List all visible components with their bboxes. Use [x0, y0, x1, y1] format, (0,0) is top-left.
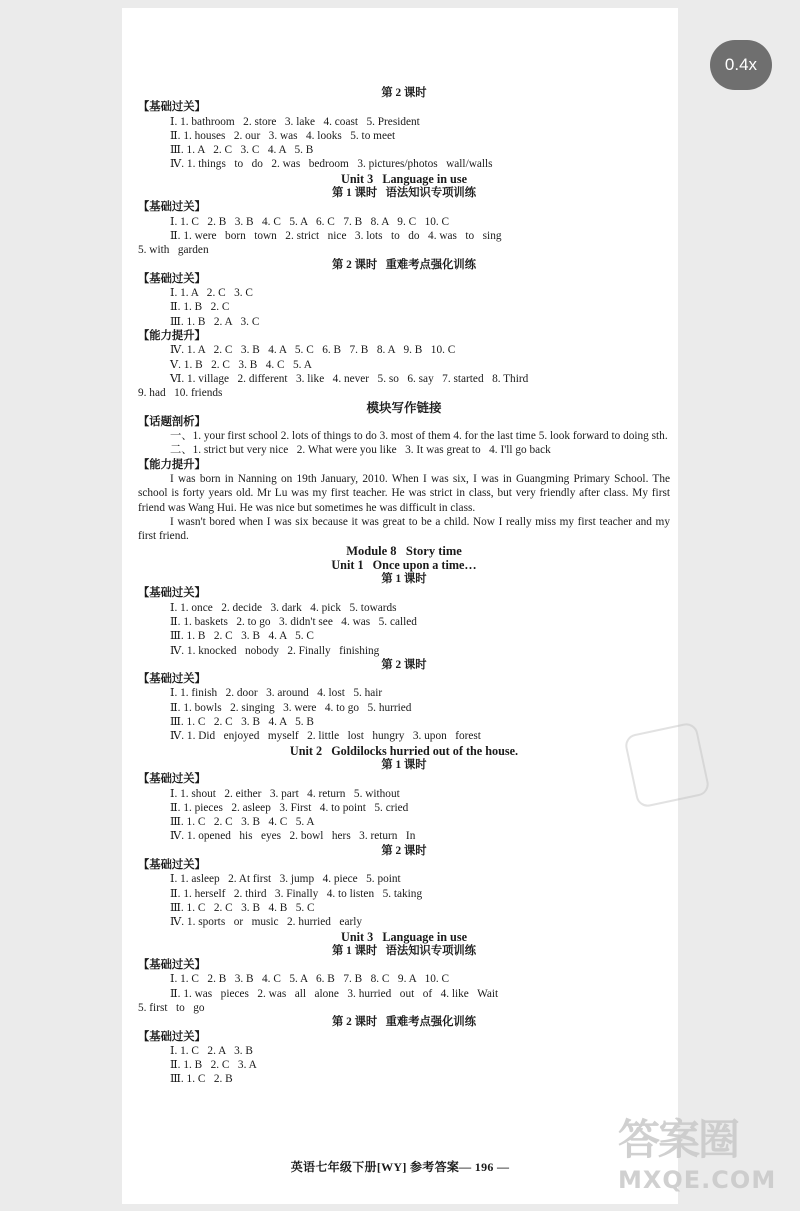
- answer-line: Ⅴ. 1. B 2. C 3. B 4. C 5. A: [170, 358, 312, 371]
- answer-line: 5. with garden: [138, 244, 209, 257]
- answer-line: 第 1 课时: [381, 573, 427, 586]
- answer-line: 5. first to go: [138, 1002, 205, 1014]
- answer-key-page: [122, 8, 678, 1204]
- answer-line: 【基础过关】: [138, 773, 206, 786]
- answer-line: Ⅰ. 1. finish 2. door 3. around 4. lost 5. hair: [170, 687, 383, 700]
- answer-line: 【基础过关】: [138, 587, 206, 600]
- answer-line: Ⅲ. 1. A 2. C 3. C 4. A 5. B: [170, 144, 314, 157]
- answer-line: 【话题剖析】: [138, 415, 206, 428]
- site-watermark: [618, 1115, 798, 1211]
- answer-line: 第 1 课时 语法知识专项训练: [331, 187, 477, 200]
- answer-line: 【基础过关】: [138, 859, 206, 872]
- answer-line: Ⅰ. 1. C 2. B 3. B 4. C 5. A 6. B 7. B 8. C 9. A 10. C: [170, 973, 450, 986]
- answer-line: Ⅰ. 1. asleep 2. At first 3. jump 4. piece 5. point: [170, 873, 401, 886]
- answer-line: Ⅱ. 1. pieces 2. asleep 3. First 4. to point 5. cried: [170, 801, 409, 814]
- answer-line: Ⅵ. 1. village 2. different 3. like 4. never 5. so 6. say 7. started 8. Third: [170, 372, 529, 385]
- answer-line: Ⅲ. 1. C 2. C 3. B 4. A 5. B: [170, 716, 314, 729]
- watermark-logo-text: 答案圈: [618, 1115, 739, 1164]
- answer-line: Unit 3 Language in use: [341, 171, 467, 186]
- answer-line: Ⅰ. 1. bathroom 2. store 3. lake 4. coast 5. President: [170, 115, 420, 128]
- answer-line: I wasn't bored when I was six because it was great to be a child. Now I really miss my first teacher and my first friend.: [138, 515, 670, 543]
- answer-line: 【基础过关】: [138, 101, 206, 114]
- answer-line: Ⅳ. 1. sports or music 2. hurried early: [170, 916, 363, 929]
- answer-line: Ⅰ. 1. shout 2. either 3. part 4. return 5. without: [170, 787, 400, 800]
- answer-line: I was born in Nanning on 19th January, 2010. When I was six, I was in Guangming Primary School. The school is forty years old. Mr Lu was my first teacher. He was strict in class, but very friendly after class. My first friend was Wang Hui. He was nice but sometimes he was difficult in class.: [138, 473, 670, 514]
- answer-line: Ⅲ. 1. C 2. C 3. B 4. B 5. C: [170, 901, 315, 914]
- answer-line: Ⅰ. 1. A 2. C 3. C: [170, 287, 253, 300]
- answer-line: 第 1 课时: [381, 758, 427, 771]
- answer-line: Module 8 Story time: [346, 543, 462, 558]
- answer-line: Ⅲ. 1. C 2. C 3. B 4. C 5. A: [170, 816, 315, 829]
- answer-line: Ⅳ. 1. A 2. C 3. B 4. A 5. C 6. B 7. B 8. A 9. B 10. C: [170, 344, 456, 357]
- answer-line: 9. had 10. friends: [138, 387, 223, 400]
- answer-line: Ⅱ. 1. B 2. C: [170, 301, 230, 314]
- watermark-url: MXQE.COM: [618, 1166, 777, 1194]
- answer-line: Unit 1 Once upon a time…: [331, 557, 477, 572]
- answer-line: Ⅲ. 1. C 2. B: [170, 1073, 233, 1086]
- answer-line: 一、1. your first school 2. lots of things to do 3. most of them 4. for the last time 5. look forward to doing sth.: [170, 430, 668, 443]
- answer-line: 第 2 课时 重难考点强化训练: [331, 1016, 477, 1029]
- answer-line: Ⅰ. 1. C 2. B 3. B 4. C 5. A 6. C 7. B 8. A 9. C 10. C: [170, 215, 450, 228]
- answer-line: Ⅰ. 1. once 2. decide 3. dark 4. pick 5. towards: [170, 601, 397, 614]
- answer-line: 【基础过关】: [138, 1030, 206, 1043]
- answer-line: 【能力提升】: [138, 330, 206, 343]
- answer-line: 第 1 课时 语法知识专项训练: [331, 944, 477, 957]
- answer-line: Ⅲ. 1. B 2. A 3. C: [170, 315, 260, 328]
- answer-line: Ⅱ. 1. was pieces 2. was all alone 3. hurried out of 4. like Wait: [170, 987, 499, 1000]
- answer-lines: [138, 86, 670, 1087]
- answer-line: Ⅲ. 1. B 2. C 3. B 4. A 5. C: [170, 630, 314, 643]
- answer-line: Ⅳ. 1. Did enjoyed myself 2. little lost hungry 3. upon forest: [170, 730, 481, 743]
- answer-line: Ⅳ. 1. things to do 2. was bedroom 3. pictures/photos wall/walls: [170, 158, 493, 171]
- answer-line: 第 2 课时 重难考点强化训练: [331, 258, 477, 271]
- answer-line: Ⅰ. 1. C 2. A 3. B: [170, 1044, 253, 1057]
- zoom-level-badge[interactable]: 0.4x: [710, 40, 772, 90]
- answer-line: Ⅱ. 1. were born town 2. strict nice 3. lots to do 4. was to sing: [170, 229, 502, 242]
- page-footer: 英语七年级下册[WY] 参考答案— 196 —: [290, 1160, 510, 1174]
- answer-line: 【基础过关】: [138, 959, 206, 972]
- answer-line: 二、1. strict but very nice 2. What were you like 3. It was great to 4. I'll go back: [170, 444, 551, 457]
- answer-line: 【基础过关】: [138, 272, 206, 285]
- answer-line: Ⅱ. 1. houses 2. our 3. was 4. looks 5. to meet: [170, 129, 396, 142]
- answer-line: Ⅱ. 1. herself 2. third 3. Finally 4. to listen 5. taking: [170, 887, 423, 900]
- answer-line: 第 2 课时: [381, 658, 427, 671]
- answer-line: 模块写作链接: [366, 400, 442, 415]
- answer-line: 【基础过关】: [138, 201, 206, 214]
- answer-line: Ⅳ. 1. opened his eyes 2. bowl hers 3. return In: [170, 830, 416, 843]
- answer-line: Ⅳ. 1. knocked nobody 2. Finally finishing: [170, 644, 380, 657]
- answer-line: Ⅱ. 1. baskets 2. to go 3. didn't see 4. was 5. called: [170, 615, 417, 628]
- answer-line: 第 2 课时: [381, 844, 427, 857]
- answer-line: Ⅱ. 1. B 2. C 3. A: [170, 1059, 257, 1072]
- answer-line: Unit 3 Language in use: [341, 929, 467, 944]
- faint-stamp-icon: [623, 721, 711, 809]
- answer-line: 第 2 课时: [381, 87, 427, 99]
- answer-line: 【能力提升】: [138, 458, 206, 471]
- answer-line: Unit 2 Goldilocks hurried out of the house.: [289, 743, 519, 758]
- answer-line: Ⅱ. 1. bowls 2. singing 3. were 4. to go 5. hurried: [170, 701, 412, 714]
- answer-line: 【基础过关】: [138, 673, 206, 686]
